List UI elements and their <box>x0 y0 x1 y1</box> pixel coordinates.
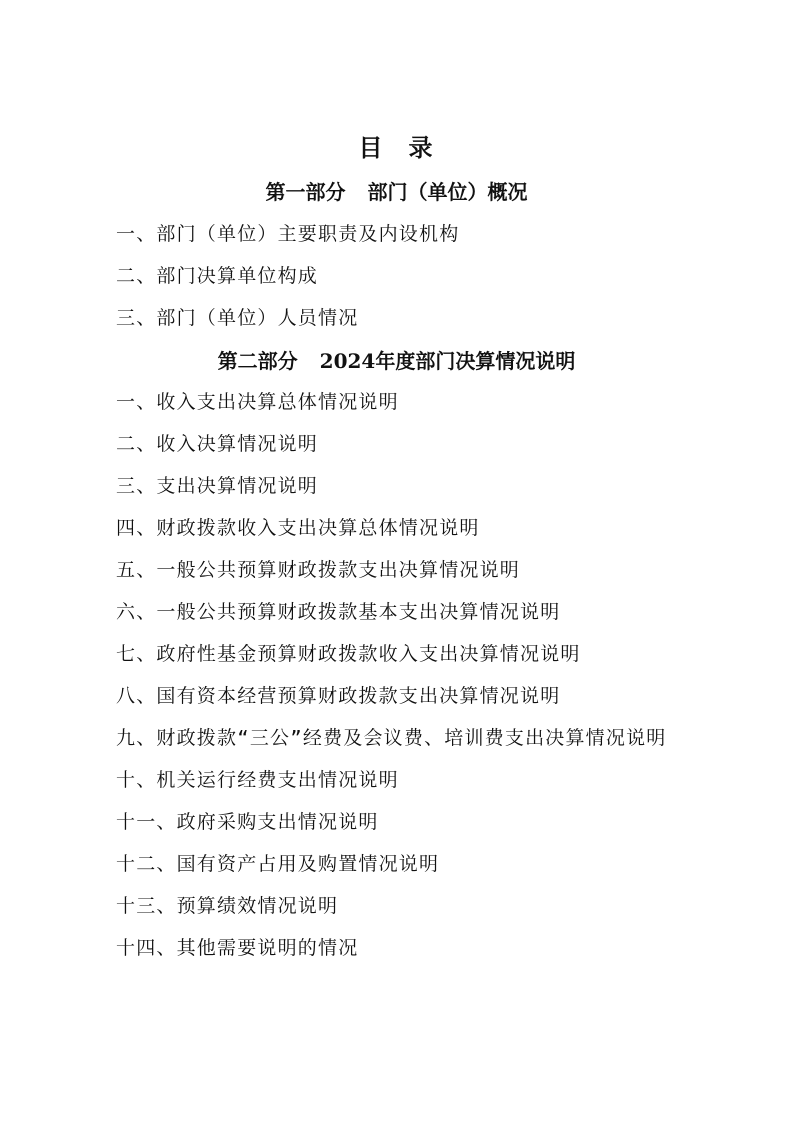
toc-title-left: 目 <box>358 133 385 162</box>
part1-heading <box>0 176 793 205</box>
part1-label: 第一部分 <box>265 180 346 204</box>
toc-item: 十一、政府采购支出情况说明 <box>116 811 379 833</box>
toc-item: 一、部门（单位）主要职责及内设机构 <box>116 223 460 245</box>
toc-item: 二、收入决算情况说明 <box>116 433 319 455</box>
part2-heading <box>0 345 793 374</box>
toc-item: 九、财政拨款“三公”经费及会议费、培训费支出决算情况说明 <box>116 727 667 749</box>
toc-item: 十四、其他需要说明的情况 <box>116 937 359 959</box>
toc-item: 七、政府性基金预算财政拨款收入支出决算情况说明 <box>116 643 581 665</box>
toc-item: 三、部门（单位）人员情况 <box>116 307 359 329</box>
toc-item: 五、一般公共预算财政拨款支出决算情况说明 <box>116 559 521 581</box>
part2-title: 2024年度部门决算情况说明 <box>319 349 576 373</box>
toc-item: 十三、预算绩效情况说明 <box>116 895 339 917</box>
toc-item: 二、部门决算单位构成 <box>116 265 319 287</box>
toc-item: 十二、国有资产占用及购置情况说明 <box>116 853 440 875</box>
toc-title-right: 录 <box>408 133 435 162</box>
toc-item: 六、一般公共预算财政拨款基本支出决算情况说明 <box>116 601 561 623</box>
toc-item: 三、支出决算情况说明 <box>116 475 319 497</box>
toc-title <box>0 128 793 163</box>
toc-item: 十、机关运行经费支出情况说明 <box>116 769 399 791</box>
toc-item: 一、收入支出决算总体情况说明 <box>116 391 399 413</box>
toc-item: 八、国有资本经营预算财政拨款支出决算情况说明 <box>116 685 561 707</box>
part2-label: 第二部分 <box>217 349 298 373</box>
part1-title: 部门（单位）概况 <box>367 180 528 204</box>
toc-item: 四、财政拨款收入支出决算总体情况说明 <box>116 517 480 539</box>
